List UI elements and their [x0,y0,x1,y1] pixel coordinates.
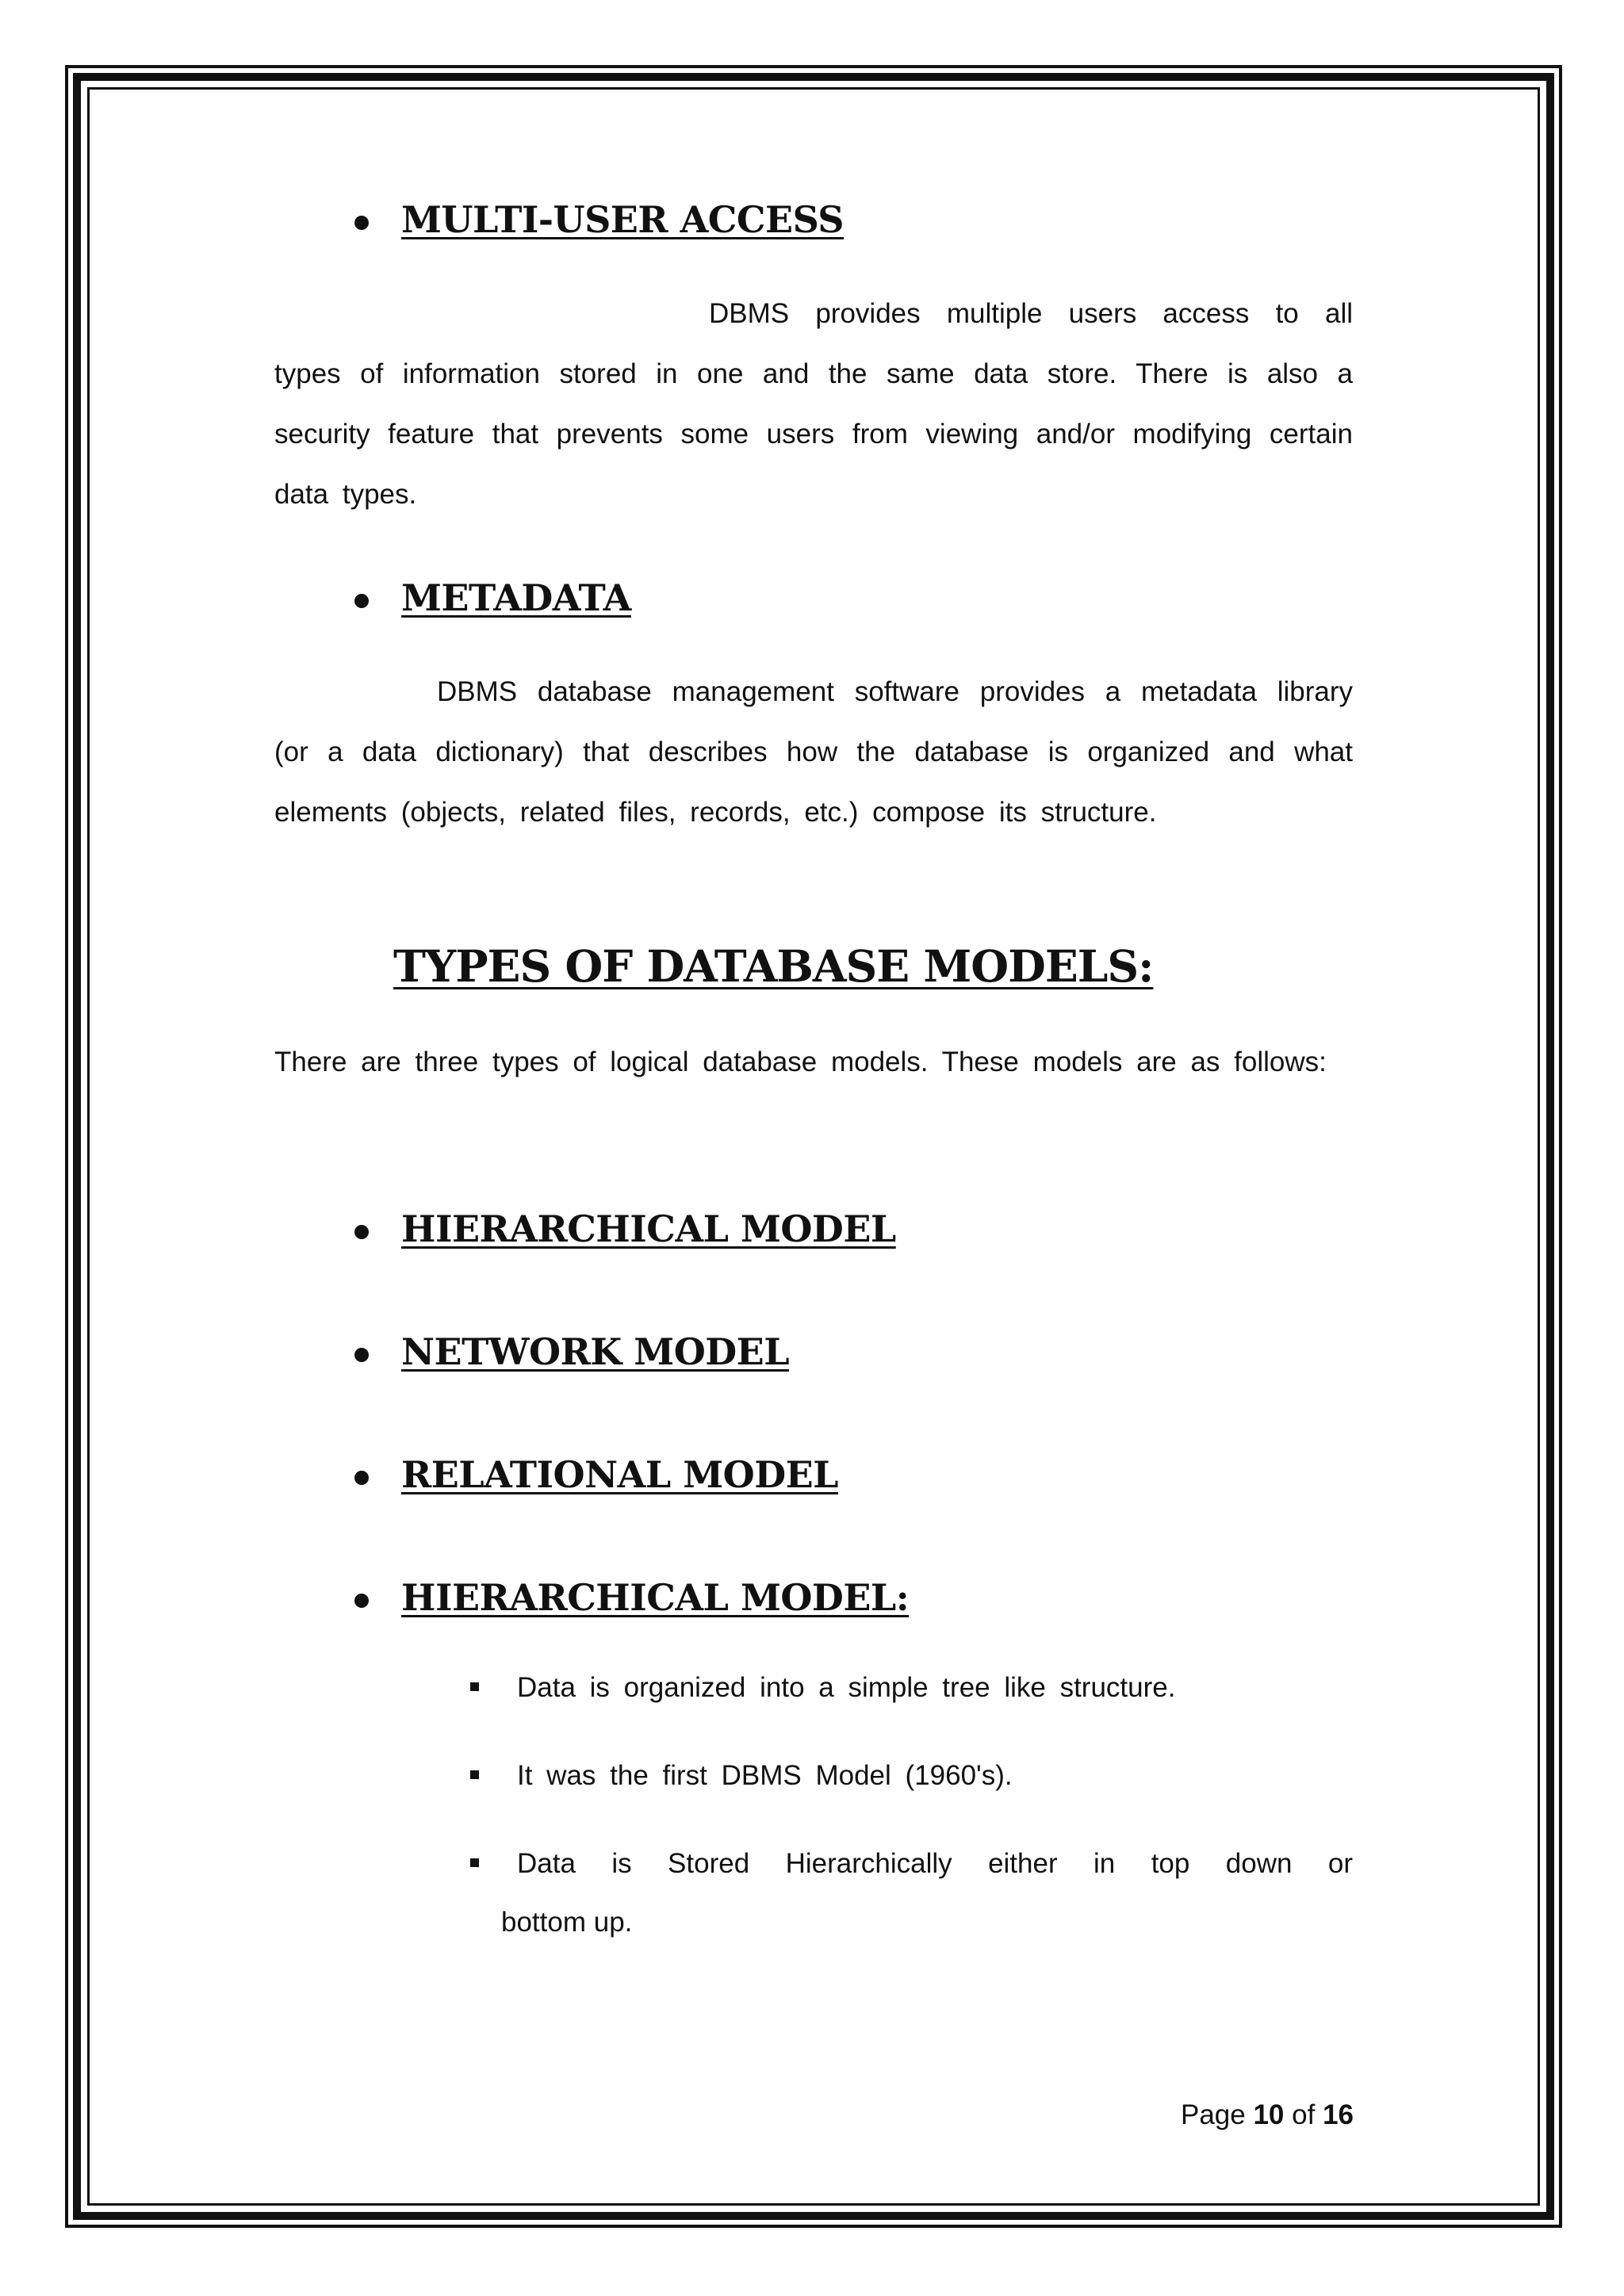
page-current: 10 [1253,2099,1285,2130]
page-number [1181,2099,1354,2131]
page-of: of [1292,2099,1316,2130]
square-bullet-icon [470,1770,479,1779]
square-bullet-icon [470,1858,479,1867]
model-list-item-relational: RELATIONAL MODEL [401,1453,839,1496]
bullet-icon [354,1471,369,1485]
bullet-icon [354,1225,369,1239]
hierarchical-point-1-text: Data is organized into a simple tree like structure. [517,1672,1176,1703]
hierarchical-heading: HIERARCHICAL MODEL: [401,1576,910,1619]
metadata-paragraph: DBMS database management software provides a metadata library (or a data dictionary) that describes how the database is organized and what elements (objects, related files, records, etc.) compose its structure. [274,676,1353,828]
square-bullet-icon [470,1682,479,1691]
bullet-icon [354,1594,369,1608]
model-list-item-hierarchical: HIERARCHICAL MODEL [401,1207,896,1250]
hierarchical-point-3 [517,1835,1353,1893]
bullet-icon [354,594,369,608]
model-list-item-network: NETWORK MODEL [401,1330,790,1373]
hierarchical-point-3-text: Data is Stored Hierarchically either in top down or [517,1848,1353,1879]
page-total: 16 [1323,2099,1354,2130]
bullet-icon [354,1348,369,1362]
types-intro-paragraph: There are three types of logical database models. These models are as follows: [274,1047,1327,1077]
hierarchical-point-3-continuation: bottom up. [501,1907,633,1938]
page-label: Page [1180,2099,1246,2130]
types-title: TYPES OF DATABASE MODELS: [393,940,1154,992]
hierarchical-point-1 [517,1659,1353,1717]
hierarchical-point-2 [517,1747,1353,1805]
multi-user-heading: MULTI-USER ACCESS [401,198,845,241]
bullet-icon [354,216,369,230]
hierarchical-point-2-text: It was the first DBMS Model (1960's). [517,1760,1013,1791]
metadata-heading: METADATA [401,576,631,619]
multi-user-paragraph: DBMS provides multiple users access to all types of information stored in one and the same data store. There is also a security feature that prevents some users from viewing and/or modifying certain data types. [274,298,1353,510]
